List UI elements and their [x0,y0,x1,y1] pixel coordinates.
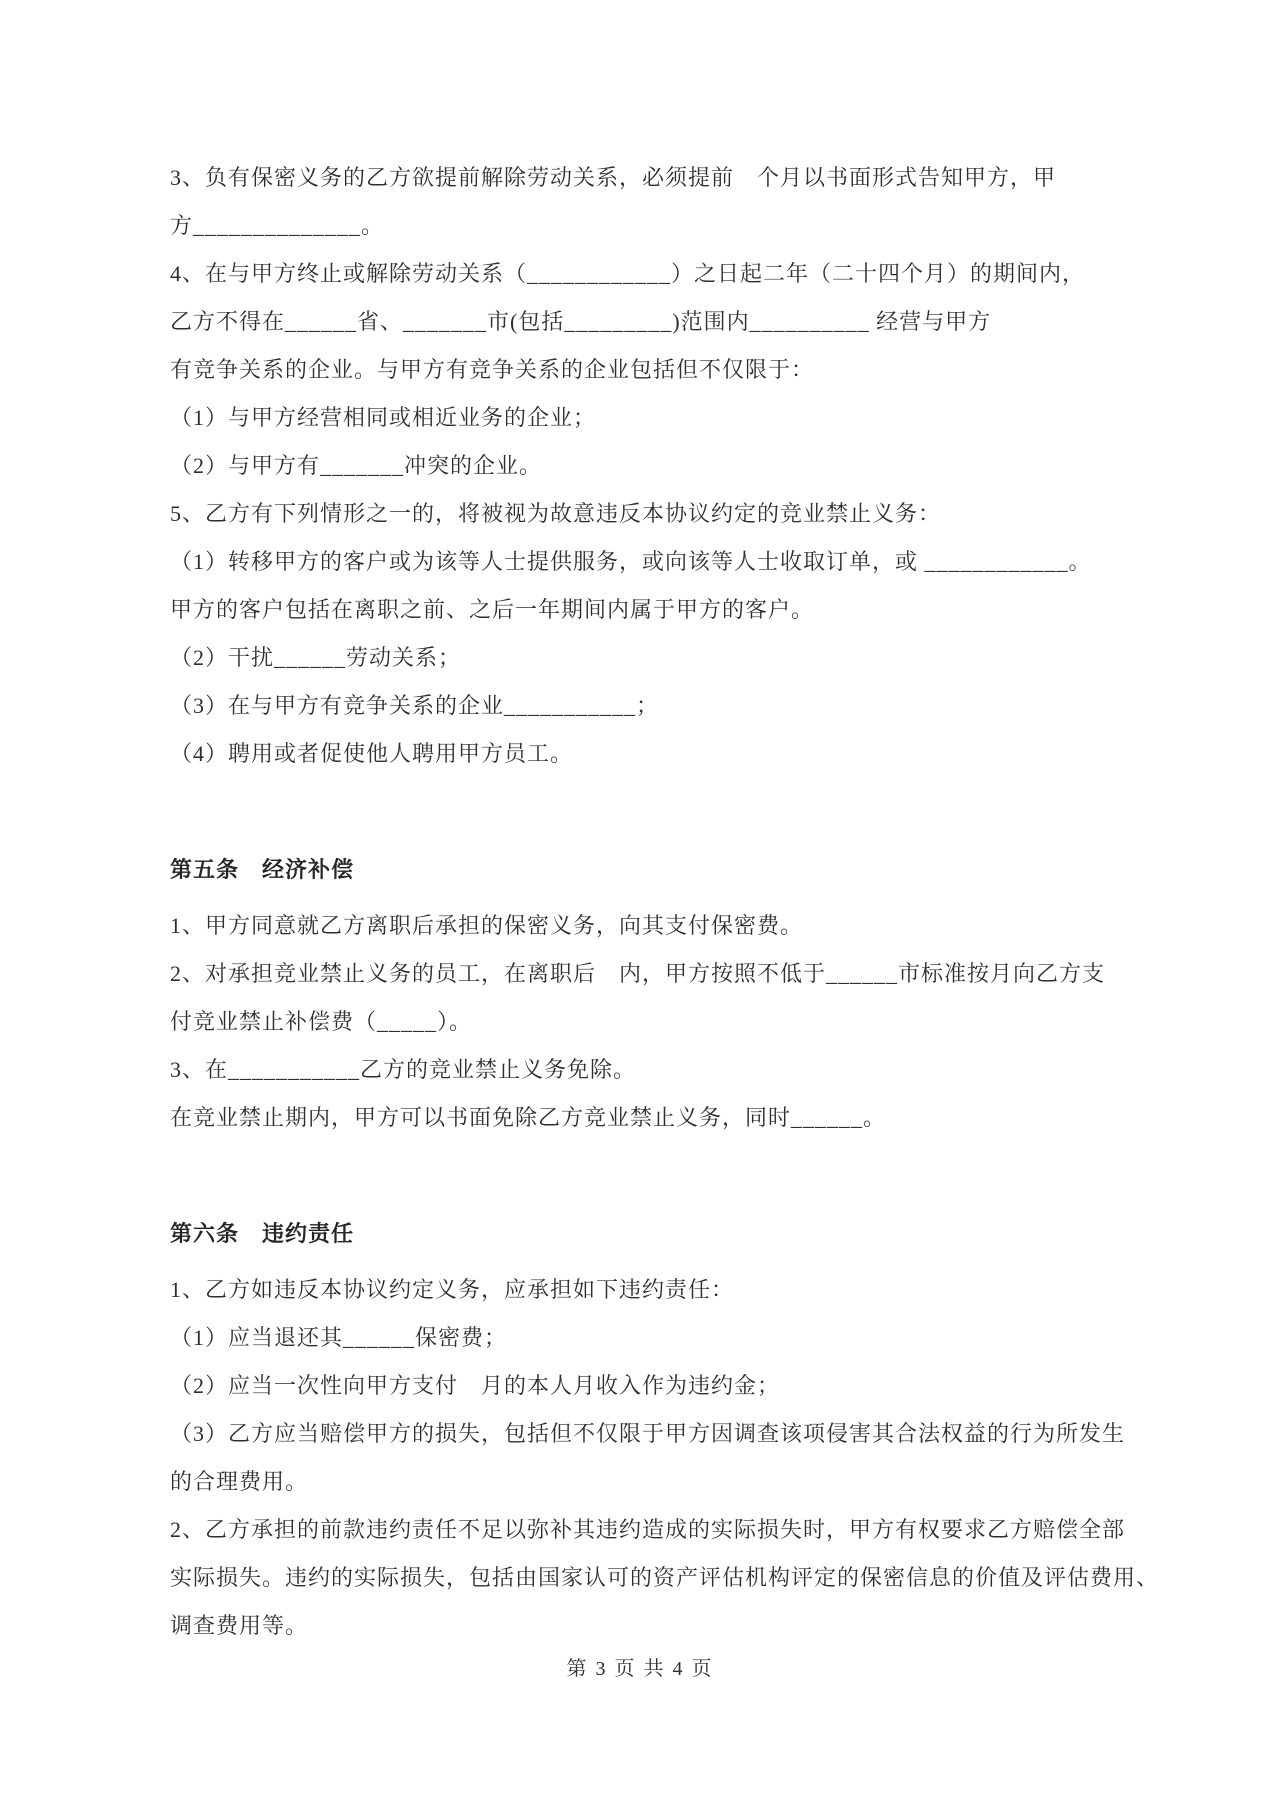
paragraph-line: 1、甲方同意就乙方离职后承担的保密义务，向其支付保密费。 [170,913,804,938]
paragraph-line: 付竞业禁止补偿费（_____）。 [170,1009,473,1034]
paragraph-line: 甲方的客户包括在离职之前、之后一年期间内属于甲方的客户。 [170,597,815,622]
paragraph-line: 的合理费用。 [170,1469,309,1494]
page-footer: 第 3 页 共 4 页 [566,1658,714,1680]
section-heading: 第五条 经济补偿 [170,857,355,882]
paragraph-list [170,154,1160,1650]
paragraph-line: 3、负有保密义务的乙方欲提前解除劳动关系，必须提前 个月以书面形式告知甲方，甲 [170,165,1057,190]
paragraph-line: （1）应当退还其______保密费； [170,1325,508,1350]
paragraph-line: 实际损失。违约的实际损失，包括由国家认可的资产评估机构评定的保密信息的价值及评估费用、 [170,1565,1160,1590]
paragraph-line: 2、乙方承担的前款违约责任不足以弥补其违约造成的实际损失时，甲方有权要求乙方赔偿全部 [170,1517,1126,1542]
paragraph-line: 3、在___________乙方的竞业禁止义务免除。 [170,1057,637,1082]
paragraph-line: 调查费用等。 [170,1613,309,1638]
paragraph-line: （2）应当一次性向甲方支付 月的本人月收入作为违约金； [170,1373,781,1398]
paragraph-line: （3）在与甲方有竞争关系的企业___________； [170,693,660,718]
paragraph-line: （2）与甲方有_______冲突的企业。 [170,453,543,478]
paragraph-line: （2）干扰______劳动关系； [170,645,462,670]
paragraph-line: （4）聘用或者促使他人聘用甲方员工。 [170,741,574,766]
paragraph-line: 乙方不得在______省、_______市(包括_________)范围内__________ 经营与甲方 [170,309,992,334]
document-body [170,154,1160,1650]
paragraph-line: 在竞业禁止期内，甲方可以书面免除乙方竞业禁止义务，同时______。 [170,1105,887,1130]
paragraph-line: （3）乙方应当赔偿甲方的损失，包括但不仅限于甲方因调查该项侵害其合法权益的行为所发生 [170,1421,1126,1446]
paragraph-line: 有竞争关系的企业。与甲方有竞争关系的企业包括但不仅限于： [170,357,815,382]
paragraph-line: （1）与甲方经营相同或相近业务的企业； [170,405,597,430]
paragraph-line: （1）转移甲方的客户或为该等人士提供服务，或向该等人士收取订单，或 ____________。 [170,549,1092,574]
paragraph-line: 方______________。 [170,213,385,238]
paragraph-line: 1、乙方如违反本协议约定义务，应承担如下违约责任： [170,1277,735,1302]
paragraph-line: 2、对承担竞业禁止义务的员工，在离职后 内，甲方按照不低于______市标准按月向乙方支 [170,961,1106,986]
paragraph-line: 4、在与甲方终止或解除劳动关系（____________）之日起二年（二十四个月）的期间内， [170,261,1086,286]
section-heading: 第六条 违约责任 [170,1221,355,1246]
paragraph-line: 5、乙方有下列情形之一的，将被视为故意违反本协议约定的竞业禁止义务： [170,501,942,526]
